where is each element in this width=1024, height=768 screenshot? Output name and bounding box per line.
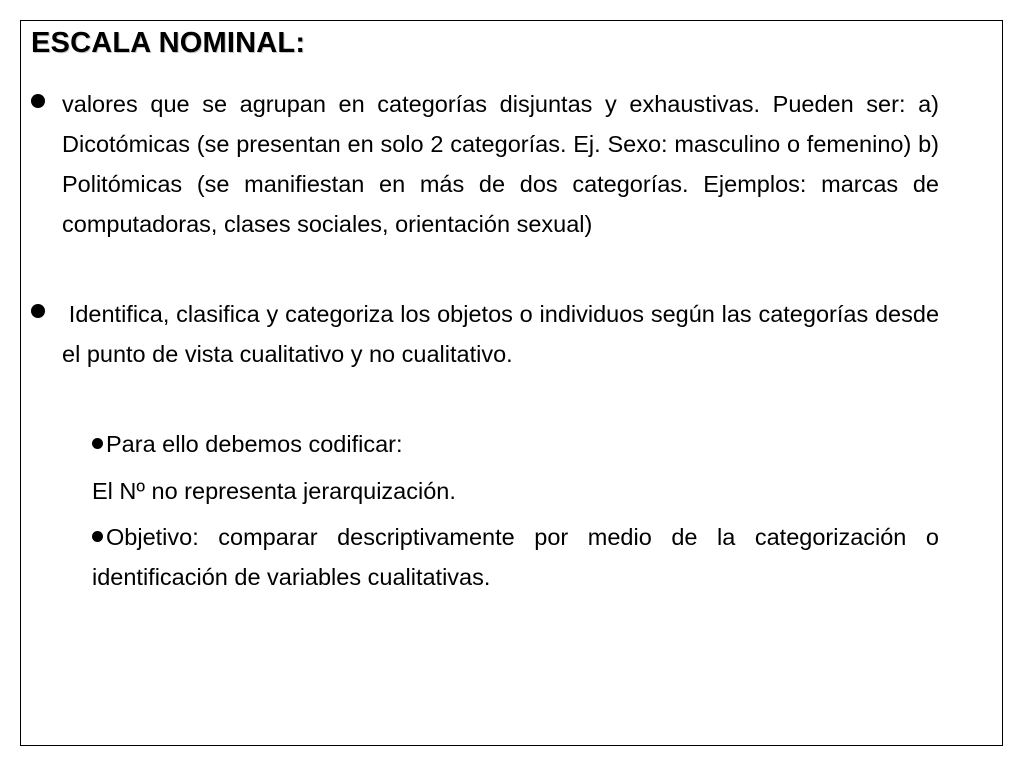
bullet-item-identifies — [31, 294, 946, 374]
sub-item-codificar — [92, 424, 939, 464]
slide-title: ESCALA NOMINAL: — [31, 27, 306, 59]
bullet-text-identifies: Identifica, clasifica y categoriza los objetos o individuos según las categorías desde el punto de vista cualitativo y no cualitativo. — [62, 301, 946, 367]
sub-item-objetivo — [92, 517, 939, 597]
bullet-dot-icon — [31, 304, 45, 318]
sub-item-text-codificar: Para ello debemos codificar: — [106, 431, 403, 457]
bullet-item-definition — [31, 84, 939, 244]
sub-bullet-dot-icon — [92, 531, 103, 542]
bullet-text-definition: valores que se agrupan en categorías disjuntas y exhaustivas. Pueden ser: a) Dicotómicas (se presentan en solo 2 categorías. Ej. Sexo: masculino o femenino) b) Politómicas (se manifiestan en más de dos categorías. Ejemplos: marcas de computadoras, clases sociales, orientación sexual) — [62, 91, 939, 237]
sub-bullet-dot-icon — [92, 438, 103, 449]
sub-item-text-jerarquizacion: El Nº no representa jerarquización. — [92, 478, 456, 504]
bullet-dot-icon — [31, 94, 45, 108]
sub-item-jerarquizacion — [92, 471, 939, 511]
sub-item-text-objetivo: Objetivo: comparar descriptivamente por medio de la categorización o identificación de variables cualitativas. — [92, 524, 939, 590]
